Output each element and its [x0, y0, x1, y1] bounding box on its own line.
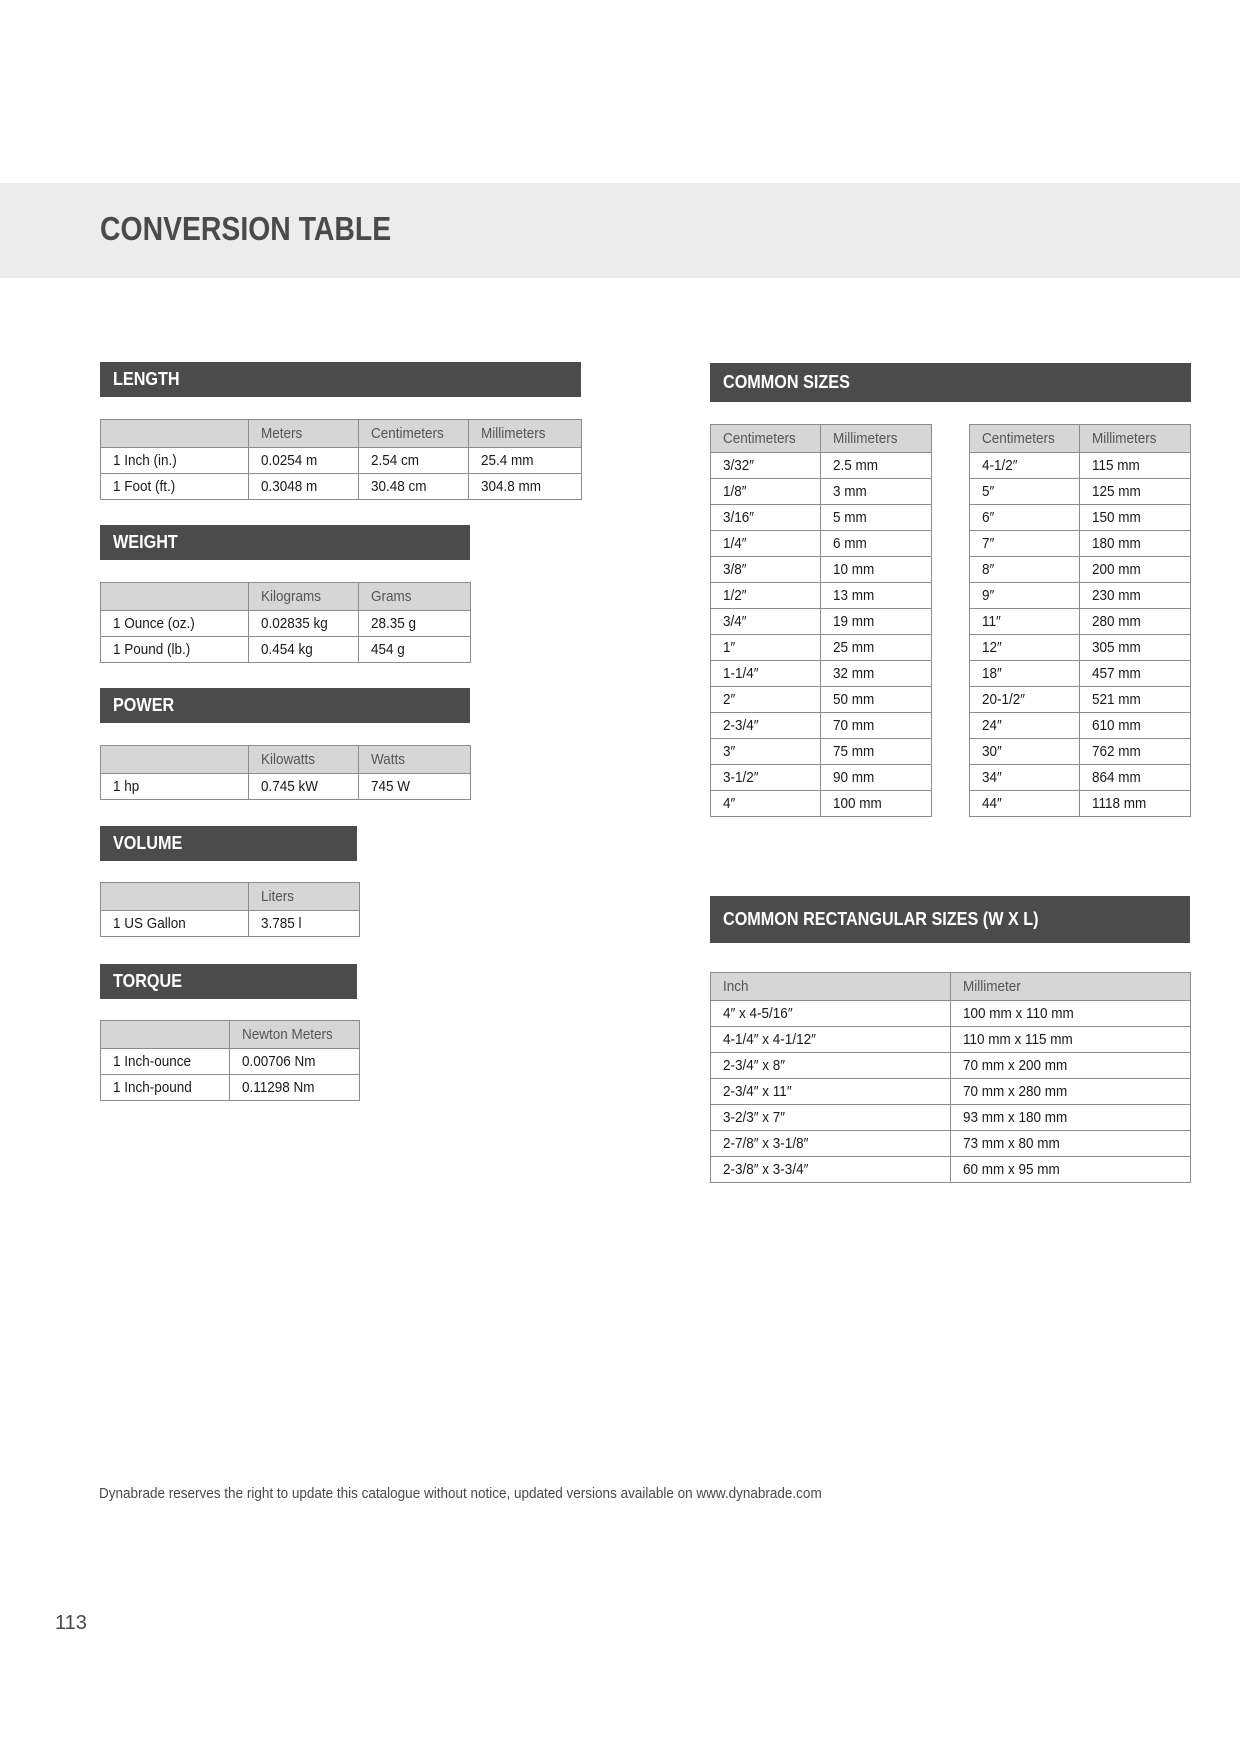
table-row	[970, 479, 1191, 505]
table-row	[711, 635, 932, 661]
page-title: CONVERSION TABLE	[100, 210, 392, 247]
table-cell: 50 mm	[821, 687, 932, 713]
table-row	[970, 739, 1191, 765]
table-row	[711, 791, 932, 817]
table-cell: 0.3048 m	[249, 474, 359, 500]
table-cell: 70 mm	[821, 713, 932, 739]
column-header	[101, 583, 249, 611]
volume-table	[100, 882, 360, 937]
length-header: LENGTH	[100, 362, 581, 397]
table-row	[970, 635, 1191, 661]
table-cell: 115 mm	[1080, 453, 1191, 479]
common-sizes-right-table	[969, 424, 1191, 817]
table-cell: 1 Inch (in.)	[101, 448, 249, 474]
table-cell: 70 mm x 200 mm	[951, 1053, 1191, 1079]
column-header: Kilowatts	[249, 746, 359, 774]
column-header: Inch	[711, 973, 951, 1001]
table-row	[711, 1157, 1191, 1183]
table-row	[970, 453, 1191, 479]
table-cell: 20-1/2″	[970, 687, 1080, 713]
table-cell: 1 Inch-ounce	[101, 1049, 230, 1075]
table-row	[970, 791, 1191, 817]
table-header-row	[101, 420, 582, 448]
table-row	[970, 557, 1191, 583]
table-cell: 32 mm	[821, 661, 932, 687]
table-row	[711, 1105, 1191, 1131]
table-cell: 34″	[970, 765, 1080, 791]
table-header-row	[101, 1021, 360, 1049]
table-cell: 4″ x 4-5/16″	[711, 1001, 951, 1027]
table-cell: 70 mm x 280 mm	[951, 1079, 1191, 1105]
table-row	[970, 583, 1191, 609]
table-cell: 2-3/4″ x 8″	[711, 1053, 951, 1079]
table-cell: 0.745 kW	[249, 774, 359, 800]
column-header: Millimeters	[821, 425, 932, 453]
table-cell: 18″	[970, 661, 1080, 687]
table-header-row	[711, 425, 932, 453]
table-cell: 1/8″	[711, 479, 821, 505]
rect-sizes-table	[710, 972, 1191, 1183]
column-header: Millimeters	[1080, 425, 1191, 453]
table-row	[101, 1075, 360, 1101]
table-cell: 4-1/4″ x 4-1/12″	[711, 1027, 951, 1053]
table-cell: 10 mm	[821, 557, 932, 583]
table-cell: 5″	[970, 479, 1080, 505]
table-cell: 1 Pound (lb.)	[101, 637, 249, 663]
table-cell: 2-3/4″	[711, 713, 821, 739]
table-row	[970, 609, 1191, 635]
rect-sizes-header: COMMON RECTANGULAR SIZES (W X L)	[710, 896, 1190, 943]
table-row	[711, 687, 932, 713]
table-cell: 2-3/8″ x 3-3/4″	[711, 1157, 951, 1183]
table-row	[711, 713, 932, 739]
table-cell: 100 mm x 110 mm	[951, 1001, 1191, 1027]
column-header	[101, 420, 249, 448]
table-cell: 2.54 cm	[359, 448, 469, 474]
power-header: POWER	[100, 688, 470, 723]
table-cell: 30″	[970, 739, 1080, 765]
length-table	[100, 419, 582, 500]
common-sizes-header: COMMON SIZES	[710, 363, 1191, 402]
table-row	[711, 583, 932, 609]
table-cell: 28.35 g	[359, 611, 471, 637]
table-row	[101, 611, 471, 637]
table-cell: 2.5 mm	[821, 453, 932, 479]
table-row	[711, 1131, 1191, 1157]
weight-table	[100, 582, 471, 663]
table-row	[711, 479, 932, 505]
footer-note: Dynabrade reserves the right to update this catalogue without notice, updated versions available on www.dynabrade.com	[99, 1485, 822, 1502]
table-cell: 150 mm	[1080, 505, 1191, 531]
table-row	[101, 774, 471, 800]
table-cell: 3.785 l	[249, 911, 360, 937]
table-row	[711, 1001, 1191, 1027]
table-cell: 1 US Gallon	[101, 911, 249, 937]
table-cell: 4-1/2″	[970, 453, 1080, 479]
table-header-row	[970, 425, 1191, 453]
table-row	[101, 474, 582, 500]
table-cell: 3-2/3″ x 7″	[711, 1105, 951, 1131]
table-row	[711, 1027, 1191, 1053]
page-number: 113	[55, 1612, 87, 1634]
table-cell: 305 mm	[1080, 635, 1191, 661]
table-cell: 30.48 cm	[359, 474, 469, 500]
table-header-row	[101, 583, 471, 611]
table-cell: 180 mm	[1080, 531, 1191, 557]
table-header-row	[711, 973, 1191, 1001]
table-cell: 11″	[970, 609, 1080, 635]
column-header: Newton Meters	[230, 1021, 360, 1049]
table-cell: 762 mm	[1080, 739, 1191, 765]
table-cell: 7″	[970, 531, 1080, 557]
table-cell: 0.02835 kg	[249, 611, 359, 637]
table-cell: 125 mm	[1080, 479, 1191, 505]
table-row	[970, 531, 1191, 557]
table-cell: 1″	[711, 635, 821, 661]
table-cell: 454 g	[359, 637, 471, 663]
table-cell: 1 Inch-pound	[101, 1075, 230, 1101]
table-cell: 9″	[970, 583, 1080, 609]
table-cell: 5 mm	[821, 505, 932, 531]
table-row	[711, 531, 932, 557]
table-cell: 13 mm	[821, 583, 932, 609]
table-row	[711, 1079, 1191, 1105]
table-cell: 25 mm	[821, 635, 932, 661]
table-row	[711, 661, 932, 687]
table-cell: 3/8″	[711, 557, 821, 583]
table-cell: 90 mm	[821, 765, 932, 791]
table-cell: 2-7/8″ x 3-1/8″	[711, 1131, 951, 1157]
table-row	[970, 713, 1191, 739]
column-header: Meters	[249, 420, 359, 448]
column-header: Centimeters	[359, 420, 469, 448]
table-cell: 0.0254 m	[249, 448, 359, 474]
table-row	[101, 1049, 360, 1075]
table-header-row	[101, 883, 360, 911]
table-cell: 304.8 mm	[469, 474, 582, 500]
table-cell: 3/16″	[711, 505, 821, 531]
table-cell: 2-3/4″ x 11″	[711, 1079, 951, 1105]
table-cell: 3 mm	[821, 479, 932, 505]
table-cell: 1/4″	[711, 531, 821, 557]
column-header: Liters	[249, 883, 360, 911]
table-row	[711, 765, 932, 791]
table-row	[711, 557, 932, 583]
table-cell: 0.454 kg	[249, 637, 359, 663]
table-row	[711, 453, 932, 479]
table-cell: 3/32″	[711, 453, 821, 479]
table-cell: 1118 mm	[1080, 791, 1191, 817]
table-cell: 3/4″	[711, 609, 821, 635]
table-cell: 0.11298 Nm	[230, 1075, 360, 1101]
weight-header: WEIGHT	[100, 525, 470, 560]
table-row	[101, 637, 471, 663]
table-header-row	[101, 746, 471, 774]
table-cell: 3-1/2″	[711, 765, 821, 791]
torque-header: TORQUE	[100, 964, 357, 999]
table-cell: 0.00706 Nm	[230, 1049, 360, 1075]
power-table	[100, 745, 471, 800]
column-header: Millimeters	[469, 420, 582, 448]
table-cell: 4″	[711, 791, 821, 817]
table-cell: 19 mm	[821, 609, 932, 635]
table-cell: 864 mm	[1080, 765, 1191, 791]
table-row	[711, 739, 932, 765]
table-cell: 24″	[970, 713, 1080, 739]
table-cell: 44″	[970, 791, 1080, 817]
table-cell: 3″	[711, 739, 821, 765]
table-cell: 8″	[970, 557, 1080, 583]
table-row	[970, 687, 1191, 713]
table-cell: 100 mm	[821, 791, 932, 817]
table-cell: 280 mm	[1080, 609, 1191, 635]
column-header: Watts	[359, 746, 471, 774]
table-row	[970, 765, 1191, 791]
column-header: Centimeters	[711, 425, 821, 453]
column-header: Centimeters	[970, 425, 1080, 453]
table-cell: 12″	[970, 635, 1080, 661]
table-cell: 457 mm	[1080, 661, 1191, 687]
column-header	[101, 746, 249, 774]
table-cell: 25.4 mm	[469, 448, 582, 474]
table-row	[711, 505, 932, 531]
table-cell: 1 Foot (ft.)	[101, 474, 249, 500]
table-row	[970, 505, 1191, 531]
table-cell: 93 mm x 180 mm	[951, 1105, 1191, 1131]
table-cell: 73 mm x 80 mm	[951, 1131, 1191, 1157]
table-cell: 6 mm	[821, 531, 932, 557]
table-row	[711, 609, 932, 635]
torque-table	[100, 1020, 360, 1101]
table-cell: 230 mm	[1080, 583, 1191, 609]
table-row	[101, 448, 582, 474]
table-row	[101, 911, 360, 937]
table-cell: 1/2″	[711, 583, 821, 609]
table-cell: 610 mm	[1080, 713, 1191, 739]
column-header	[101, 1021, 230, 1049]
table-cell: 521 mm	[1080, 687, 1191, 713]
column-header: Kilograms	[249, 583, 359, 611]
table-row	[711, 1053, 1191, 1079]
table-row	[970, 661, 1191, 687]
table-cell: 60 mm x 95 mm	[951, 1157, 1191, 1183]
column-header: Millimeter	[951, 973, 1191, 1001]
table-cell: 110 mm x 115 mm	[951, 1027, 1191, 1053]
table-cell: 1-1/4″	[711, 661, 821, 687]
column-header: Grams	[359, 583, 471, 611]
table-cell: 745 W	[359, 774, 471, 800]
table-cell: 1 hp	[101, 774, 249, 800]
table-cell: 1 Ounce (oz.)	[101, 611, 249, 637]
table-cell: 2″	[711, 687, 821, 713]
column-header	[101, 883, 249, 911]
common-sizes-left-table	[710, 424, 932, 817]
table-cell: 6″	[970, 505, 1080, 531]
volume-header: VOLUME	[100, 826, 357, 861]
table-cell: 75 mm	[821, 739, 932, 765]
table-cell: 200 mm	[1080, 557, 1191, 583]
